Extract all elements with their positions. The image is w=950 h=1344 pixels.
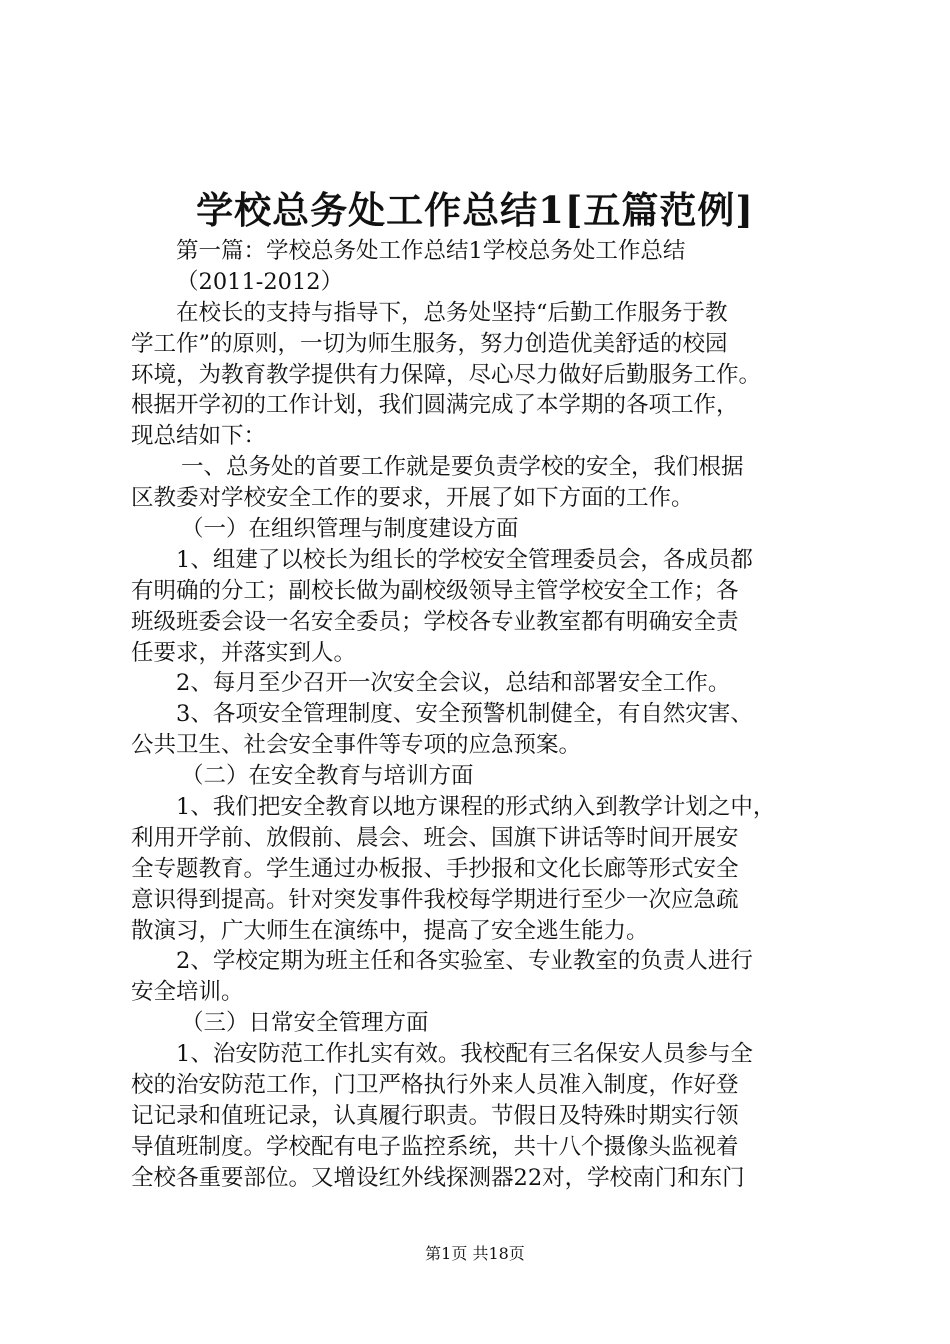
body-line: 一、总务处的首要工作就是要负责学校的安全，我们根据 [181,454,744,481]
body-line: 3、各项安全管理制度、安全预警机制健全，有自然灾害、 [176,701,753,728]
body-line: 在校长的支持与指导下，总务处坚持“后勤工作服务于教 [176,299,728,326]
body-line: 安全培训。 [131,979,244,1006]
body-line: 任要求，并落实到人。 [131,639,357,666]
body-line: 2、学校定期为班主任和各实验室、专业教室的负责人进行 [176,948,753,975]
body-line: 全专题教育。学生通过办板报、手抄报和文化长廊等形式安全 [131,855,739,882]
body-line: 利用开学前、放假前、晨会、班会、国旗下讲话等时间开展安 [131,824,739,851]
body-line: 全校各重要部位。又增设红外线探测器22对，学校南门和东门 [131,1164,745,1191]
page-footer: 第1页 共18页 [425,1244,525,1263]
body-line: （三）日常安全管理方面 [181,1010,429,1037]
body-line: 环境，为教育教学提供有力保障，尽心尽力做好后勤服务工作。 [131,361,762,388]
body-line: 有明确的分工；副校长做为副校级领导主管学校安全工作；各 [131,577,739,604]
document-body [131,236,831,1194]
body-line: 导值班制度。学校配有电子监控系统，共十八个摄像头监视着 [131,1133,739,1160]
body-line: 班级班委会设一名安全委员；学校各专业教室都有明确安全责 [131,608,739,635]
body-line: （二）在安全教育与培训方面 [181,763,474,790]
body-line: 校的治安防范工作，门卫严格执行外来人员准入制度，作好登 [131,1072,739,1099]
body-line: 根据开学初的工作计划，我们圆满完成了本学期的各项工作， [131,392,739,419]
document-title: 学校总务处工作总结1[五篇范例] [196,188,754,232]
body-line: 学工作”的原则，一切为师生服务，努力创造优美舒适的校园 [131,330,728,357]
body-line: 第一篇：学校总务处工作总结1学校总务处工作总结 [176,238,686,264]
body-line: 1、治安防范工作扎实有效。我校配有三名保安人员参与全 [176,1041,753,1068]
body-line: 1、组建了以校长为组长的学校安全管理委员会，各成员都 [176,546,753,573]
body-line: 区教委对学校安全工作的要求，开展了如下方面的工作。 [131,485,694,512]
body-line: 意识得到提高。针对突发事件我校每学期进行至少一次应急疏 [131,886,739,913]
body-line: 现总结如下： [131,423,267,450]
body-line: （一）在组织管理与制度建设方面 [181,516,519,543]
body-line: 记记录和值班记录，认真履行职责。节假日及特殊时期实行领 [131,1102,739,1129]
body-line: 1、我们把安全教育以地方课程的形式纳入到教学计划之中， [176,794,776,821]
body-line: （2011-2012） [176,268,344,295]
body-line: 公共卫生、社会安全事件等专项的应急预案。 [131,732,582,759]
body-line: 散演习，广大师生在演练中，提高了安全逃生能力。 [131,917,649,944]
body-line: 2、每月至少召开一次安全会议，总结和部署安全工作。 [176,670,731,697]
